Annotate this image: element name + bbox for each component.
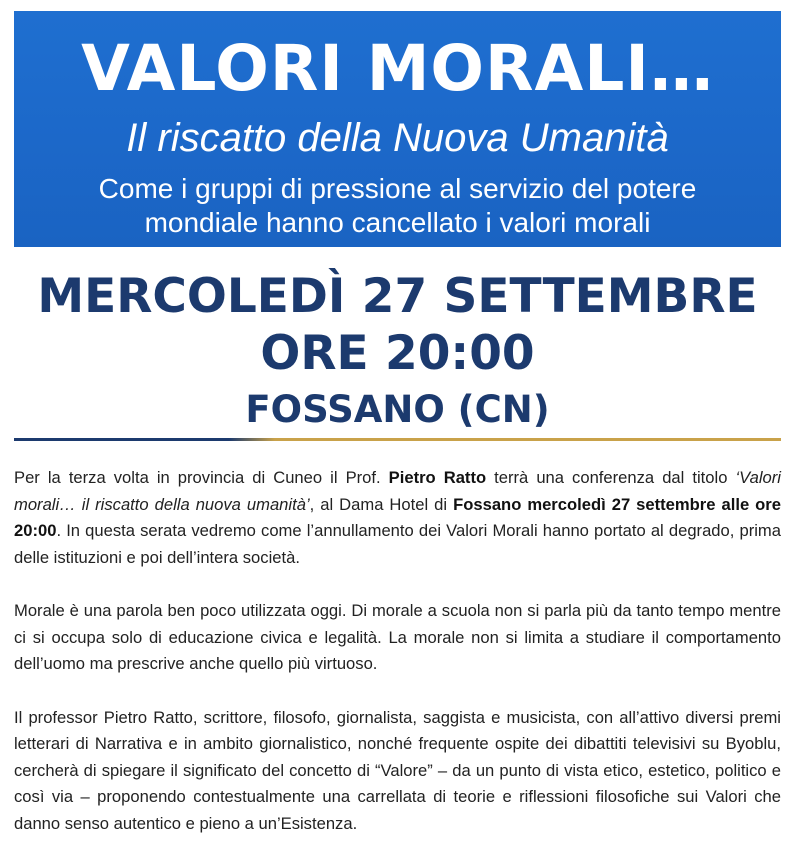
article-body <box>14 465 781 864</box>
event-banner-image <box>14 11 781 247</box>
event-time: ORE 20:00 <box>260 326 535 381</box>
article-paragraph-3: Il professor Pietro Ratto, scrittore, filosofo, giornalista, saggista e musicista, con all’attivo diversi premi letterari di Narrativa e in ambito giornalistico, nonché frequente ospite dei dibattiti televisivi su Byoblu, cercherà di spiegare il significato del concetto di “Valore” – da un punto di vista etico, estetico, politico e così via – proponendo contestualmente una carrellata di teorie e riflessioni filosofiche sui Valori che danno senso autentico e pieno a un’Esistenza. <box>14 707 781 833</box>
article-paragraph-1 <box>14 465 781 571</box>
event-when: Fossano mercoledì 27 settembre alle ore 20:00 <box>14 494 781 540</box>
p1-text-1: Per la terza volta in provincia di Cuneo il Prof. <box>14 468 389 487</box>
banner-description <box>14 172 781 240</box>
banner-subtitle: Il riscatto della Nuova Umanità <box>126 116 669 160</box>
banner-title: VALORI MORALI… <box>81 32 714 105</box>
event-date: MERCOLEDÌ 27 SETTEMBRE <box>37 269 758 324</box>
event-place: FOSSANO (CN) <box>245 388 550 431</box>
article-paragraph-2: Morale è una parola ben poco utilizzata oggi. Di morale a scuola non si parla più da tanto tempo mentre ci si occupa solo di educazione civica e legalità. La morale non si limita a studiare il comportamento dell’uomo ma prescrive anche quello più virtuoso. <box>14 601 781 673</box>
talk-title: ‘Valori morali… il riscatto della nuova umanità’ <box>14 468 781 514</box>
banner-description-line-1: Come i gruppi di pressione al servizio del potere <box>98 173 697 204</box>
p1-text-2: terrà una conferenza dal titolo <box>486 468 736 487</box>
divider <box>14 438 781 441</box>
banner-description-line-2: mondiale hanno cancellato i valori morali <box>144 207 651 238</box>
speaker-name: Pietro Ratto <box>388 468 487 487</box>
p1-text-4: . In questa serata vedremo come l’annullamento dei Valori Morali hanno portato al degrado, prima delle istituzioni e poi dell’intera società. <box>14 521 781 567</box>
p1-text-3: , al Dama Hotel di <box>309 494 454 514</box>
